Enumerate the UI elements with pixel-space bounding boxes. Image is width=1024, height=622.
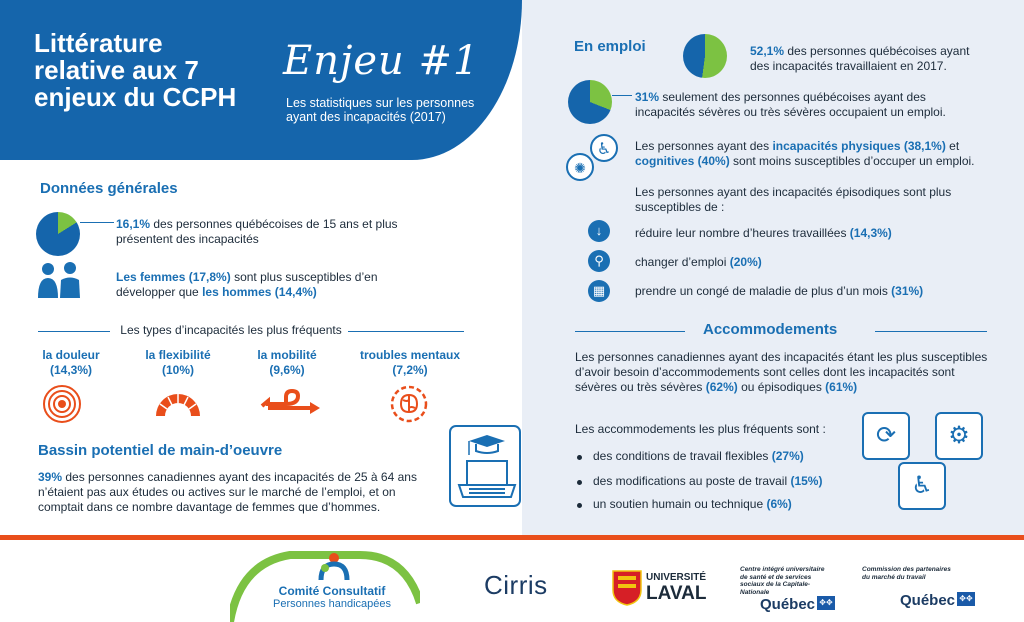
ciusss-text: Centre intégré universitaire de santé et de services sociaux de la Capitale-Nationale — [740, 566, 825, 596]
acc-list-title: Les accommodements les plus fréquents sont : — [575, 422, 826, 436]
laval-line2: LAVAL — [646, 583, 707, 604]
flexibility-spring-icon — [153, 388, 203, 418]
acc-item-2: des modifications au poste de travail (15%) — [593, 474, 823, 488]
header-subtitle: Les statistiques sur les personnes ayant des incapacités (2017) — [286, 96, 475, 124]
calendar-flex-icon: ⟳ — [862, 412, 910, 460]
comite-subname: Personnes handicapées — [272, 598, 392, 610]
types-title: Les types d’incapacités les plus fréquents — [120, 323, 342, 337]
quebec-logo-2: Québec — [900, 592, 956, 609]
search-icon: ⚲ — [588, 250, 610, 272]
bullet — [577, 480, 582, 485]
laval-crest-icon — [612, 570, 642, 606]
type-mobilite: la mobilité (9,6%) — [257, 348, 317, 377]
acc-divider-right — [875, 331, 987, 332]
main-title: Littérature relative aux 7 enjeux du CCPH — [34, 28, 237, 112]
mobility-arrow-icon — [260, 388, 322, 418]
acc-intro: Les personnes canadiennes ayant des incapacités étant les plus susceptibles d’avoir besoin d’accommodements sont celles dont les incapacités sont sévères ou très sévères (62%) ou épisodiques (61%) — [575, 350, 988, 394]
wheelchair-desk-icon: ♿ — [898, 462, 946, 510]
pain-target-icon — [42, 384, 82, 424]
gear-hand-icon: ⚙ — [935, 412, 983, 460]
wheelchair-icon: ♿ — [590, 134, 618, 162]
quebec-logo-1: Québec — [760, 596, 816, 613]
emploi-pie-chart-2 — [568, 80, 612, 124]
type-flexibilite: la flexibilité (10%) — [145, 348, 211, 377]
bassin-text: 39% des personnes canadiennes ayant des incapacités de 25 à 64 ans n’étaient pas aux études ou actives sur le marché de l’emploi, et on comptait dans ce nombre davantage de femmes que d’hommes. — [38, 470, 417, 514]
acc-title: Accommodements — [703, 321, 838, 338]
divider-right — [348, 331, 464, 332]
connector-line-2 — [612, 95, 632, 96]
bullet — [577, 503, 582, 508]
brain-gear-icon — [389, 384, 429, 424]
episodic-intro: Les personnes ayant des incapacités épisodiques sont plus susceptibles de : — [635, 185, 952, 214]
episodic-item-2: changer d’emploi (20%) — [635, 255, 762, 269]
fleurdelise-icon: ✥✥ — [817, 596, 835, 610]
arrow-down-icon: ↓ — [588, 220, 610, 242]
emploi-pie-chart-1 — [683, 34, 727, 78]
calendar-icon: ▦ — [588, 280, 610, 302]
cpmt-text: Commission des partenaires du marché du travail — [862, 566, 951, 581]
enjeu-title: Enjeu #1 — [283, 38, 480, 84]
connector-line — [80, 222, 114, 223]
episodic-item-1: réduire leur nombre d’heures travaillées (14,3%) — [635, 226, 892, 240]
episodic-item-3: prendre un congé de maladie de plus d’un mois (31%) — [635, 284, 924, 298]
general-pie-chart — [36, 212, 80, 256]
divider-left — [38, 331, 110, 332]
fleurdelise-icon: ✥✥ — [957, 592, 975, 606]
comite-name: Comité Consultatif — [278, 584, 386, 598]
people-icon — [36, 262, 82, 298]
type-troubles-mentaux: troubles mentaux (7,2%) — [359, 348, 461, 377]
bullet — [577, 455, 582, 460]
emploi-stat2: 31% seulement des personnes québécoises ayant des incapacités sévères ou très sévères occupaient un emploi. — [635, 90, 946, 119]
general-stat1: 16,1% des personnes québécoises de 15 ans et plus présentent des incapacités — [116, 217, 398, 246]
laval-line1: UNIVERSITÉ — [646, 572, 707, 583]
emploi-stat1: 52,1% des personnes québécoises ayant des incapacités travaillaient en 2017. — [750, 44, 970, 73]
gender-stat: Les femmes (17,8%) sont plus susceptibles d’en développer que les hommes (14,4%) — [116, 270, 378, 299]
acc-item-1: des conditions de travail flexibles (27%) — [593, 449, 804, 463]
laptop-graduation-icon — [449, 425, 521, 507]
acc-item-3: un soutien humain ou technique (6%) — [593, 497, 792, 511]
bassin-title: Bassin potentiel de main-d’oeuvre — [38, 442, 283, 459]
cirris-logo: Cirris — [484, 570, 548, 600]
acc-divider-left — [575, 331, 685, 332]
emploi-title: En emploi — [574, 38, 646, 55]
general-title: Données générales — [40, 180, 178, 197]
brain-icon: ✺ — [566, 153, 594, 181]
comite-logo-icon — [317, 552, 351, 582]
phys-cog-stat: Les personnes ayant des incapacités physiques (38,1%) et cognitives (40%) sont moins susceptibles d’occuper un emploi. — [635, 139, 975, 168]
type-douleur: la douleur (14,3%) — [42, 348, 100, 377]
